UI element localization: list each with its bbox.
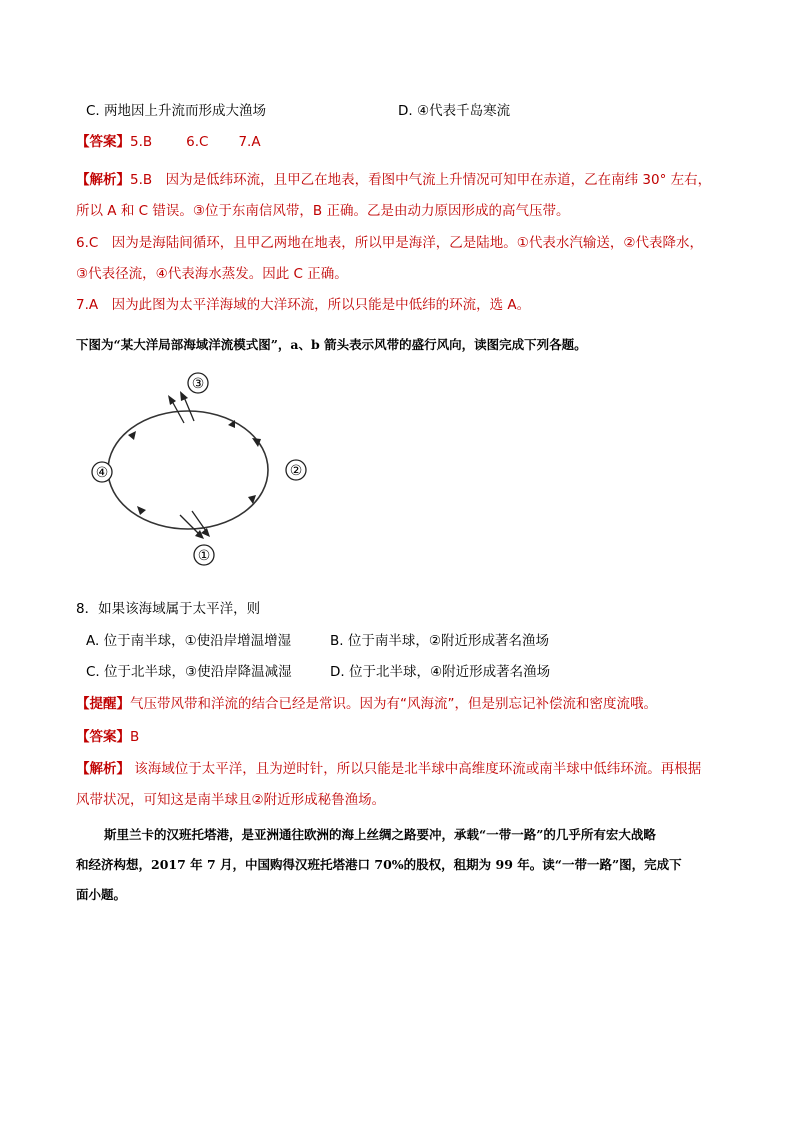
svg-text:②: ② [289, 463, 303, 479]
current-loop [108, 411, 268, 529]
diagram-intro: 下图为“某大洋局部海域洋流模式图”，a、b 箭头表示风带的盛行风向，读图完成下列各题。 [76, 337, 587, 352]
label-2 [286, 460, 306, 480]
explanation-line-4: ③代表径流，④代表海水蒸发。因此 C 正确。 [76, 266, 348, 282]
svg-text:③: ③ [191, 376, 205, 392]
answer-tag: 【答案】 [76, 134, 130, 150]
label-3 [188, 373, 208, 393]
question-8-option-b: B. 位于南半球，②附近形成著名渔场 [330, 633, 549, 649]
option-c: C. 两地因上升流而形成大渔场 [86, 103, 267, 119]
current-arrow-sw [137, 506, 146, 515]
intro-3-line-1: 斯里兰卡的汉班托塔港，是亚洲通往欧洲的海上丝绸之路要冲，承载“一带一路”的几乎所有宏大战略 [104, 827, 656, 842]
answer-5: 5.B [130, 134, 153, 150]
explanation-2-line-2: 风带状况，可知这是南半球且②附近形成秘鲁渔场。 [76, 792, 386, 808]
svg-text:①: ① [197, 548, 211, 564]
hint-tag: 【提醒】 [76, 696, 130, 712]
explanation-2-tag: 【解析】 [76, 761, 130, 777]
answer-2-tag: 【答案】 [76, 729, 130, 745]
label-4 [92, 462, 112, 482]
explanation-tag: 【解析】 [76, 172, 130, 188]
intro-3-line-3: 面小题。 [76, 887, 127, 902]
explanation-text-1: 5.B 因为是低纬环流，且甲乙在地表，看图中气流上升情况可知甲在赤道，乙在南纬 30° 左右， [130, 172, 712, 188]
hint-line [76, 695, 657, 713]
explanation-2-line-1 [76, 760, 701, 778]
explanation-2-text-1: 该海域位于太平洋，且为逆时针，所以只能是北半球中高维度环流或南半球中低纬环流。再根据 [130, 761, 702, 777]
ocean-current-diagram [80, 365, 330, 570]
answer-2-line [76, 728, 139, 746]
current-arrow-nw [128, 431, 136, 440]
wind-arrow-bottom [180, 511, 210, 539]
intro-3-line-2: 和经济构想，2017 年 7 月，中国购得汉班托塔港口 70%的股权，租期为 99 年。读“一带一路”图，完成下 [76, 857, 682, 872]
svg-text:④: ④ [95, 465, 109, 481]
question-8-option-d: D. 位于北半球，④附近形成著名渔场 [330, 664, 551, 680]
answer-7: 7.A [238, 134, 261, 150]
answer-block [76, 133, 261, 151]
label-1 [194, 545, 214, 565]
question-8-stem: 8．如果该海域属于太平洋，则 [76, 601, 261, 617]
current-arrow-ne [252, 438, 261, 447]
question-8-option-c: C. 位于北半球，③使沿岸降温减湿 [86, 664, 292, 680]
question-8-option-a: A. 位于南半球，①使沿岸增温增湿 [86, 633, 292, 649]
explanation-line-5: 7.A 因为此图为太平洋海域的大洋环流，所以只能是中低纬的环流，选 A。 [76, 297, 531, 313]
answer-2-text: B [130, 729, 140, 745]
explanation-line-1 [76, 171, 711, 189]
answer-6: 6.C [186, 134, 209, 150]
explanation-line-3: 6.C 因为是海陆间循环，且甲乙两地在地表，所以甲是海洋，乙是陆地。①代表水汽输送，②代表降水， [76, 235, 704, 251]
hint-text: 气压带风带和洋流的结合已经是常识。因为有“风海流”，但是别忘记补偿流和密度流哦。 [130, 696, 657, 712]
explanation-line-2: 所以 A 和 C 错误。③位于东南信风带，B 正确。乙是由动力原因形成的高气压带。 [76, 203, 570, 219]
wind-arrow-top [168, 391, 194, 423]
option-d: D. ④代表千岛寒流 [398, 103, 511, 119]
